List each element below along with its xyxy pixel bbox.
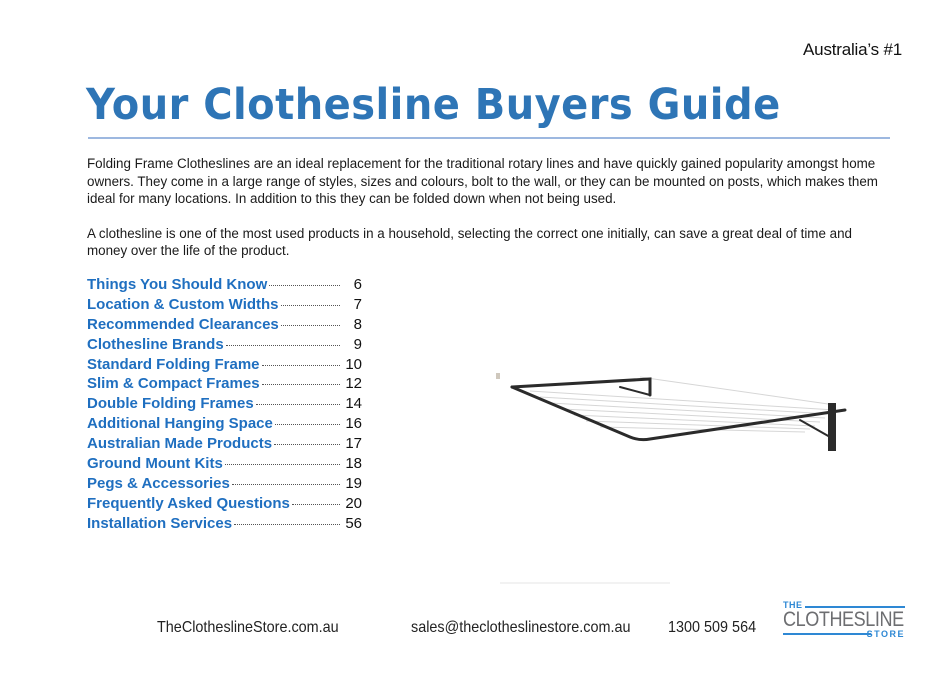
clothesline-store-logo	[783, 600, 905, 640]
toc-item-label[interactable]: Frequently Asked Questions	[87, 494, 290, 512]
toc-item-page: 6	[353, 276, 362, 293]
table-of-contents	[87, 276, 362, 535]
toc-leader	[281, 305, 340, 306]
toc-item-label[interactable]: Ground Mount Kits	[87, 455, 223, 473]
logo-rule-bottom	[783, 633, 871, 635]
toc-item-page: 17	[345, 435, 362, 453]
toc-item[interactable]	[87, 276, 362, 296]
toc-leader	[226, 345, 340, 346]
toc-leader	[281, 325, 340, 326]
toc-leader	[292, 504, 340, 505]
toc-item-page: 14	[345, 395, 362, 413]
toc-item-page: 12	[345, 375, 362, 393]
intro-text	[87, 155, 887, 277]
toc-item[interactable]	[87, 435, 362, 455]
toc-item[interactable]	[87, 455, 362, 475]
footer-website-link[interactable]: TheClotheslineStore.com.au	[157, 619, 339, 636]
wall-bracket	[828, 403, 836, 451]
toc-item-page: 18	[345, 455, 362, 473]
toc-item-page: 10	[345, 355, 362, 373]
toc-leader	[225, 464, 340, 465]
toc-item[interactable]	[87, 336, 362, 356]
toc-item-label[interactable]: Location & Custom Widths	[87, 295, 279, 313]
logo-the: THE	[783, 600, 803, 610]
toc-leader	[262, 365, 340, 366]
toc-item-page: 16	[345, 415, 362, 433]
toc-item-label[interactable]: Standard Folding Frame	[87, 355, 260, 373]
toc-item-label[interactable]: Australian Made Products	[87, 435, 273, 453]
toc-item[interactable]	[87, 395, 362, 415]
toc-item[interactable]	[87, 515, 362, 535]
toc-item-label[interactable]: Double Folding Frames	[87, 395, 254, 413]
toc-item[interactable]	[87, 316, 362, 336]
toc-item[interactable]	[87, 356, 362, 376]
toc-item-label[interactable]: Recommended Clearances	[87, 315, 279, 333]
toc-leader	[262, 384, 340, 385]
intro-paragraph-1: Folding Frame Clotheslines are an ideal replacement for the traditional rotary lines and have quickly gained popularity amongst home owners. They come in a large range of styles, sizes and colours, bolt to the wall, or they can be mounted on posts, which makes them ideal for many locations. In addition to this they can be folded down when not being used.	[87, 156, 878, 206]
logo-main-text: CLOTHESLINE	[783, 608, 904, 631]
clothesline-product-image	[490, 365, 850, 465]
toc-item-label[interactable]: Clothesline Brands	[87, 335, 224, 353]
toc-item-label[interactable]: Pegs & Accessories	[87, 474, 230, 492]
toc-item-page: 9	[353, 335, 362, 353]
toc-item-page: 19	[345, 474, 362, 492]
toc-leader	[275, 424, 340, 425]
image-shadow	[500, 582, 670, 584]
footer-email-link[interactable]: sales@theclotheslinestore.com.au	[411, 619, 631, 636]
toc-item-page: 56	[345, 514, 362, 532]
intro-paragraph-2: A clothesline is one of the most used products in a household, selecting the correct one initially, can save a great deal of time and money over the life of the product.	[87, 225, 852, 258]
toc-leader	[269, 285, 340, 286]
tagline: Australia’s #1	[803, 40, 902, 59]
toc-item[interactable]	[87, 475, 362, 495]
toc-item-label[interactable]: Installation Services	[87, 514, 233, 532]
toc-item-label[interactable]: Slim & Compact Frames	[87, 375, 260, 393]
toc-item-page: 20	[345, 494, 362, 512]
logo-store: STORE	[866, 629, 905, 639]
toc-leader	[274, 444, 340, 445]
toc-item[interactable]	[87, 415, 362, 435]
toc-item-page: 7	[353, 295, 362, 313]
toc-item[interactable]	[87, 495, 362, 515]
toc-leader	[234, 524, 340, 525]
title-divider	[88, 137, 890, 139]
toc-leader	[256, 404, 340, 405]
toc-leader	[232, 484, 340, 485]
toc-item-page: 8	[353, 315, 362, 333]
toc-item[interactable]	[87, 296, 362, 316]
page-title: Your Clothesline Buyers Guide	[86, 80, 781, 130]
footer-phone[interactable]: 1300 509 564	[668, 619, 757, 636]
toc-item[interactable]	[87, 375, 362, 395]
toc-item-label[interactable]: Things You Should Know	[87, 276, 268, 293]
toc-item-label[interactable]: Additional Hanging Space	[87, 415, 273, 433]
